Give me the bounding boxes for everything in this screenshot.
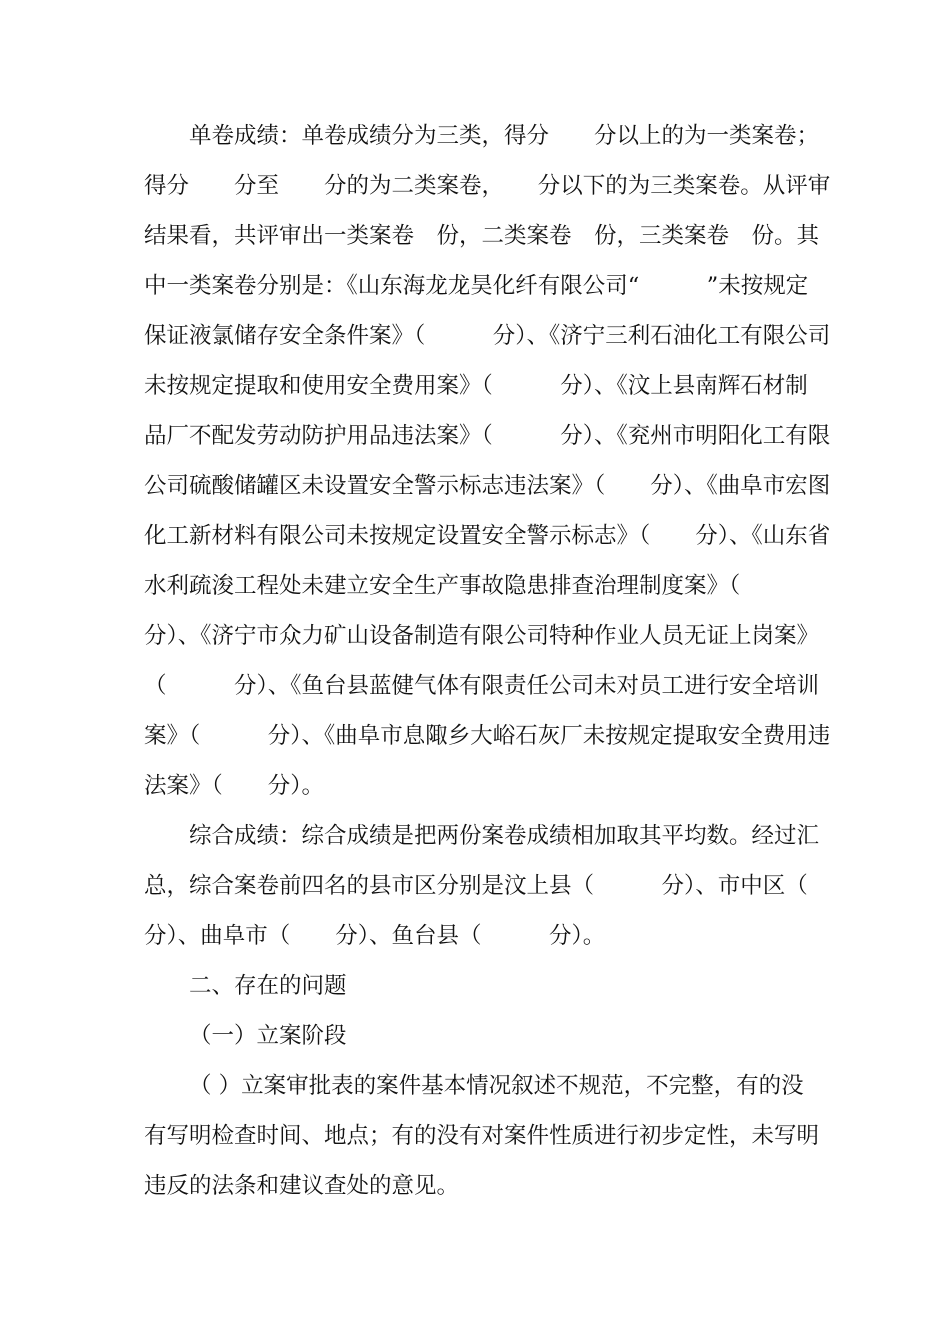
paragraph-single-score-line-12: （ 分）、《鱼台县蓝健气体有限责任公司未对员工进行安全培训 [144, 673, 820, 699]
paragraph-filing-issue-line-2: 有写明检查时间、地点；有的没有对案件性质进行初步定性，未写明 [144, 1123, 820, 1149]
paragraph-single-score-line-14: 法案》（ 分）。 [144, 773, 325, 799]
paragraph-single-score-line-10: 水利疏浚工程处未建立安全生产事故隐患排查治理制度案》（ [144, 573, 741, 599]
paragraph-single-score-line-4: 中一类案卷分别是：《山东海龙龙昊化纤有限公司“ ”未按规定 [144, 273, 809, 299]
paragraph-combined-score-line-1: 综合成绩：综合成绩是把两份案卷成绩相加取其平均数。经过汇 [189, 823, 820, 849]
paragraph-single-score-line-8: 公司硫酸储罐区未设置安全警示标志违法案》（ 分）、《曲阜市宏图 [144, 473, 831, 499]
paragraph-single-score-line-1: 单卷成绩：单卷成绩分为三类，得分 分以上的为一类案卷； [189, 123, 820, 149]
paragraph-combined-score-line-2: 总，综合案卷前四名的县市区分别是汶上县（ 分）、市中区（ [144, 873, 808, 899]
paragraph-single-score-line-7: 品厂不配发劳动防护用品违法案》（ 分）、《兖州市明阳化工有限 [144, 423, 831, 449]
paragraph-single-score-line-11: 分）、《济宁市众力矿山设备制造有限公司特种作业人员无证上岗案》 [144, 623, 820, 649]
subsection-heading-filing-stage: （一）立案阶段 [189, 1023, 347, 1049]
paragraph-single-score-line-13: 案》（ 分）、《曲阜市息陬乡大峪石灰厂未按规定提取安全费用违 [144, 723, 831, 749]
paragraph-single-score-line-5: 保证液氯储存安全条件案》（ 分）、《济宁三利石油化工有限公司 [144, 323, 831, 349]
paragraph-filing-issue-line-3: 违反的法条和建议查处的意见。 [144, 1173, 460, 1199]
paragraph-single-score-line-6: 未按规定提取和使用安全费用案》（ 分）、《汶上县南辉石材制 [144, 373, 808, 399]
paragraph-single-score-line-9: 化工新材料有限公司未按规定设置安全警示标志》（ 分）、《山东省 [144, 523, 831, 549]
paragraph-single-score-line-3: 结果看，共评审出一类案卷 份，二类案卷 份，三类案卷 份。其 [144, 223, 820, 249]
paragraph-filing-issue-line-1: （ ）立案审批表的案件基本情况叙述不规范，不完整，有的没 [189, 1073, 804, 1099]
paragraph-single-score-line-2: 得分 分至 分的为二类案卷， 分以下的为三类案卷。从评审 [144, 173, 831, 199]
paragraph-combined-score-line-3: 分）、曲阜市（ 分）、鱼台县（ 分）。 [144, 923, 606, 949]
section-heading-problems: 二、存在的问题 [189, 973, 347, 999]
